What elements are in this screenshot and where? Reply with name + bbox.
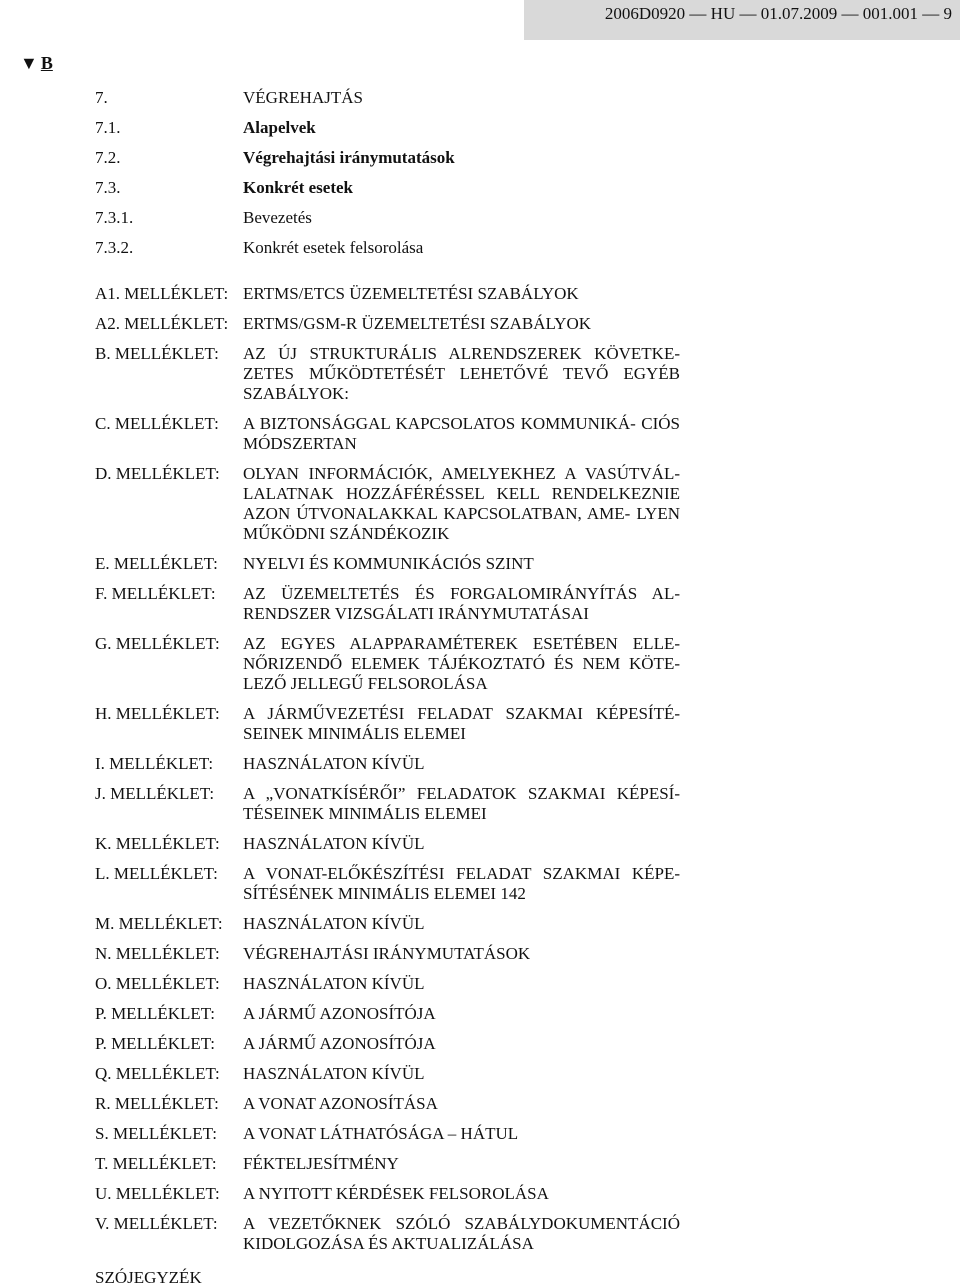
- annex-title: HASZNÁLATON KÍVÜL: [243, 754, 425, 773]
- toc-title: Konkrét esetek felsorolása: [243, 238, 424, 257]
- toc-item: [95, 118, 680, 138]
- annex-title: HASZNÁLATON KÍVÜL: [243, 974, 425, 993]
- annex-label: R. MELLÉKLET:: [95, 1094, 219, 1113]
- annex-title: HASZNÁLATON KÍVÜL: [243, 1064, 425, 1083]
- annex-item: [95, 914, 680, 934]
- annex-item: [95, 414, 680, 454]
- annex-title: A VONAT AZONOSÍTÁSA: [243, 1094, 438, 1113]
- annex-item: [95, 784, 680, 824]
- toc-number: 7.1.: [95, 118, 121, 137]
- annex-label: V. MELLÉKLET:: [95, 1214, 218, 1233]
- toc-title: Végrehajtási iránymutatások: [243, 148, 455, 167]
- annex-item: [95, 1184, 680, 1204]
- toc-title: Alapelvek: [243, 118, 316, 137]
- annex-item: [95, 344, 680, 404]
- annex-title: A „VONATKÍSÉRŐI” FELADATOK SZAKMAI KÉPESÍ- TÉSEINEK MINIMÁLIS ELEMEI: [243, 784, 680, 823]
- annex-title: A JÁRMŰ AZONOSÍTÓJA: [243, 1034, 436, 1053]
- annex-item: [95, 464, 680, 544]
- annex-item: [95, 1034, 680, 1054]
- annex-item: [95, 1064, 680, 1084]
- annex-label: K. MELLÉKLET:: [95, 834, 220, 853]
- annex-item: [95, 704, 680, 744]
- annex-item: [95, 284, 680, 304]
- annex-title: A VEZETŐKNEK SZÓLÓ SZABÁLYDOKUMENTÁCIÓ KIDOLGOZÁSA ÉS AKTUALIZÁLÁSA: [243, 1214, 680, 1253]
- annex-item: [95, 974, 680, 994]
- header-band: [524, 0, 960, 40]
- toc-title: Bevezetés: [243, 208, 312, 227]
- annex-title: OLYAN INFORMÁCIÓK, AMELYEKHEZ A VASÚTVÁL- LALATNAK HOZZÁFÉRÉSSEL KELL RENDELKEZNIE AZON ÚTVONALAKKAL KAPCSOLATBAN, AME- LYEN MŰKÖDNI SZÁNDÉKOZIK: [243, 464, 680, 543]
- annex-label: A1. MELLÉKLET:: [95, 284, 229, 303]
- annex-label: J. MELLÉKLET:: [95, 784, 215, 803]
- annex-title: HASZNÁLATON KÍVÜL: [243, 914, 425, 933]
- toc-number: 7.3.2.: [95, 238, 134, 257]
- annex-title: AZ EGYES ALAPPARAMÉTEREK ESETÉBEN ELLE- NŐRIZENDŐ ELEMEK TÁJÉKOZTATÓ ÉS NEM KÖTE- LEZŐ JELLEGŰ FELSOROLÁSA: [243, 634, 680, 693]
- annex-item: [95, 314, 680, 334]
- annex-title: AZ ÜZEMELTETÉS ÉS FORGALOMIRÁNYÍTÁS AL- RENDSZER VIZSGÁLATI IRÁNYMUTATÁSAI: [243, 584, 680, 623]
- annex-item: [95, 1154, 680, 1174]
- annex-label: I. MELLÉKLET:: [95, 754, 214, 773]
- triangle-down-icon: ▼: [20, 53, 38, 73]
- toc-number: 7.2.: [95, 148, 121, 167]
- annex-title: A BIZTONSÁGGAL KAPCSOLATOS KOMMUNIKÁ- CIÓS MÓDSZERTAN: [243, 414, 680, 453]
- annex-title: A NYITOTT KÉRDÉSEK FELSOROLÁSA: [243, 1184, 549, 1203]
- annex-label: P. MELLÉKLET:: [95, 1004, 216, 1023]
- annex-label: G. MELLÉKLET:: [95, 634, 220, 653]
- annex-label: B. MELLÉKLET:: [95, 344, 219, 363]
- annex-label: E. MELLÉKLET:: [95, 554, 218, 573]
- annex-label: Q. MELLÉKLET:: [95, 1064, 220, 1083]
- annex-title: A JÁRMŰVEZETÉSI FELADAT SZAKMAI KÉPESÍTÉ- SEINEK MINIMÁLIS ELEMEI: [243, 704, 680, 743]
- annex-title: FÉKTELJESÍTMÉNY: [243, 1154, 399, 1173]
- annex-label: P. MELLÉKLET:: [95, 1034, 216, 1053]
- annex-label: O. MELLÉKLET:: [95, 974, 220, 993]
- toc-number: 7.3.: [95, 178, 121, 197]
- toc-item: [95, 88, 680, 108]
- annex-label: F. MELLÉKLET:: [95, 584, 216, 603]
- annex-title: ERTMS/GSM-R ÜZEMELTETÉSI SZABÁLYOK: [243, 314, 591, 333]
- annex-item: [95, 754, 680, 774]
- toc-number: 7.: [95, 88, 108, 107]
- annex-item: [95, 1094, 680, 1114]
- annex-title: ERTMS/ETCS ÜZEMELTETÉSI SZABÁLYOK: [243, 284, 579, 303]
- toc-title: Konkrét esetek: [243, 178, 354, 197]
- toc-title: VÉGREHAJTÁS: [243, 88, 363, 107]
- annex-title: AZ ÚJ STRUKTURÁLIS ALRENDSZEREK KÖVETKE- ZETES MŰKÖDTETÉSÉT LEHETŐVÉ TEVŐ EGYÉB SZABÁLYOK:: [243, 344, 680, 403]
- annex-title: HASZNÁLATON KÍVÜL: [243, 834, 425, 853]
- annex-label: H. MELLÉKLET:: [95, 704, 220, 723]
- annex-label: N. MELLÉKLET:: [95, 944, 220, 963]
- annex-item: [95, 1004, 680, 1024]
- annex-label: M. MELLÉKLET:: [95, 914, 223, 933]
- annex-item: [95, 834, 680, 854]
- amendment-marker: [20, 53, 53, 74]
- annex-item: [95, 864, 680, 904]
- annex-title: A VONAT-ELŐKÉSZÍTÉSI FELADAT SZAKMAI KÉPE- SÍTÉSÉNEK MINIMÁLIS ELEMEI 142: [243, 864, 680, 903]
- annex-title: A JÁRMŰ AZONOSÍTÓJA: [243, 1004, 436, 1023]
- toc-item: [95, 208, 680, 228]
- annex-label: A2. MELLÉKLET:: [95, 314, 229, 333]
- annex-item: [95, 1214, 680, 1254]
- annex-label: C. MELLÉKLET:: [95, 414, 219, 433]
- toc-item: [95, 238, 680, 258]
- toc-item: [95, 148, 680, 168]
- annex-item: [95, 634, 680, 694]
- annex-item: [95, 554, 680, 574]
- toc-item: [95, 178, 680, 198]
- annex-item: [95, 584, 680, 624]
- annex-title: A VONAT LÁTHATÓSÁGA – HÁTUL: [243, 1124, 519, 1143]
- annex-title: NYELVI ÉS KOMMUNIKÁCIÓS SZINT: [243, 554, 534, 573]
- annex-label: L. MELLÉKLET:: [95, 864, 218, 883]
- marker-label: B: [40, 53, 53, 73]
- annex-title: VÉGREHAJTÁSI IRÁNYMUTATÁSOK: [243, 944, 531, 963]
- annex-item: [95, 1124, 680, 1144]
- document-header: 2006D0920 — HU — 01.07.2009 — 001.001 — 9: [604, 4, 952, 23]
- annex-label: T. MELLÉKLET:: [95, 1154, 217, 1173]
- annex-label: U. MELLÉKLET:: [95, 1184, 220, 1203]
- glossary-title: SZÓJEGYZÉK: [95, 1268, 202, 1287]
- annex-label: D. MELLÉKLET:: [95, 464, 220, 483]
- annex-item: [95, 944, 680, 964]
- toc-number: 7.3.1.: [95, 208, 134, 227]
- annex-label: S. MELLÉKLET:: [95, 1124, 217, 1143]
